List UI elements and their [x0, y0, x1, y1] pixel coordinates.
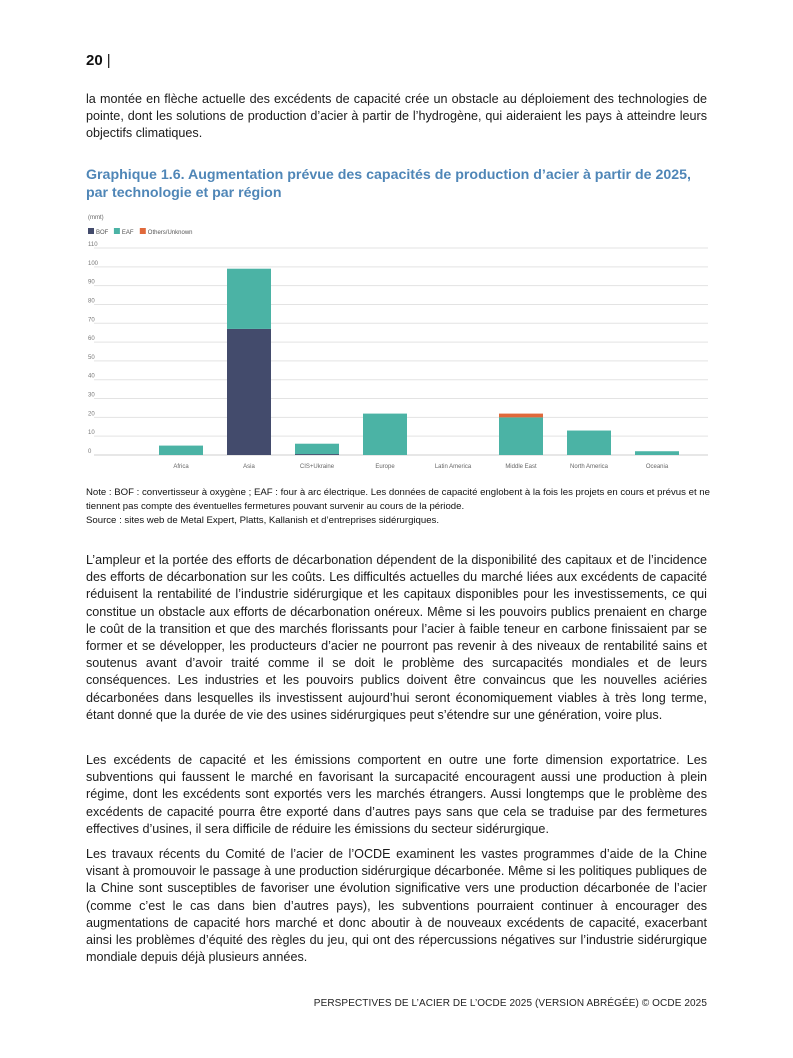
x-tick-label-cis-ukraine: CIS+Ukraine [299, 464, 335, 470]
body-paragraph-3: Les travaux récents du Comité de l’acier de l’OCDE examinent les vastes programmes d’aide de la Chine visant à promouvoir le passage à une production sidérurgique décarbonée. Même si les politiques publiques de la Chine sont susceptibles de favoriser une évolution significative vers une production décarbonée de l’acier (comme c’est le cas dans bien d’autres pays), les subventions pourraient continuer à encourager des augmentations de capacité hors marché et donc aboutir à de nouveaux excédents de capacité, exacerbant ainsi les problèmes d’équité des règles du jeu, qui ont des répercussions négatives sur l’industrie sidérurgique mondiale depuis déjà plusieurs années. [86, 847, 707, 965]
y-tick-label-100: 100 [88, 260, 99, 267]
x-tick-label-oceania: Oceania [645, 464, 669, 470]
y-tick-label-10: 10 [88, 430, 95, 437]
figure-source: Source : sites web de Metal Expert, Platts, Kallanish et d’entreprises sidérurgiques. [86, 515, 440, 526]
y-tick-label-30: 30 [88, 392, 95, 399]
x-tick-label-north-america: North America [569, 464, 609, 470]
y-tick-label-60: 60 [88, 336, 95, 343]
y-tick-label-110: 110 [88, 242, 98, 248]
legend-label-eaf: EAF [121, 230, 134, 236]
y-tick-label-40: 40 [88, 373, 95, 380]
body-paragraph-1: L’ampleur et la portée des efforts de décarbonation dépendent de la disponibilité des capitaux et de l’incidence des efforts de décarbonation sur les coûts. Les difficultés actuelles du marché liées aux excédents de capacité réduisent la rentabilité de l’industrie sidérurgique et les capitaux disponibles pour les investissements, ce qui constitue un obstacle aux efforts de décarbonation onéreux. Même si les pouvoirs publics prenaient en charge le coût de la transition et que des marchés florissants pour l’acier à faible teneur en carbone finissaient par se former et se développer, les producteurs d’acier ne pourront pas revenir à des niveaux de rentabilité sains et soutenus avant d’avoir traité comme il se doit le problème des surcapacités mondiales et de leurs conséquences. Les industries et les pouvoirs publics doivent être convaincus que les nouvelles aciéries décarbonées dans lesquelles ils investissent aujourd’hui seront économiquement viables à très long terme, étant donné que la durée de vie des usines sidérurgiques peut s’étendre sur une génération, voire plus. [86, 553, 707, 722]
intro-paragraph: la montée en flèche actuelle des excédents de capacité crée un obstacle au déploiement des technologies de pointe, dont les solutions de production d’acier à partir de l’hydrogène, qui aideraient les pays à atteindre leurs objectifs climatiques. [86, 92, 707, 141]
bar-europe-eaf [363, 414, 407, 455]
bar-north-america-eaf [567, 431, 611, 455]
legend-label-others-unknown: Others/Unknown [147, 230, 193, 236]
bar-africa-eaf [159, 446, 203, 455]
bar-middle-east-others-unknown [499, 414, 543, 418]
y-unit-label: (mmt) [88, 215, 104, 221]
legend-swatch-eaf [114, 228, 120, 234]
y-tick-label-50: 50 [88, 354, 95, 361]
legend-label-bof: BOF [96, 230, 109, 236]
y-tick-label-70: 70 [88, 317, 95, 324]
y-tick-label-20: 20 [88, 411, 95, 418]
page-footer: PERSPECTIVES DE L’ACIER DE L’OCDE 2025 (VERSION ABRÉGÉE) © OCDE 2025 [313, 998, 707, 1009]
x-tick-label-africa: Africa [173, 464, 189, 470]
bar-asia-bof [227, 329, 271, 455]
y-tick-label-80: 80 [88, 298, 95, 305]
figure-note: Note : BOF : convertisseur à oxygène ; EAF : four à arc électrique. Les données de capacité englobent à la fois les projets en cours et prévus et ne tiennent pas compte des éventuelles fermetures pouvant survenir au cours de la période. [86, 487, 710, 512]
bar-cis-ukraine-eaf [295, 444, 339, 454]
page-number-value: 20 [86, 52, 103, 69]
bar-asia-eaf [227, 269, 271, 329]
x-tick-label-middle-east: Middle East [505, 464, 537, 470]
body-paragraph-2: Les excédents de capacité et les émissions comportent en outre une forte dimension exportatrice. Les subventions qui faussent le marché en favorisant la surcapacité encouragent aussi une production à plein régime, dont les excédents sont exportés vers les marchés étrangers. Aussi longtemps que le problème des excédents de capacité pourra être exporté dans d’autres pays sans que cela se traduise par des fermetures effectives d’usines, il sera difficile de réduire les émissions du secteur sidérurgique. [86, 753, 707, 836]
legend-swatch-bof [88, 228, 94, 234]
chart [86, 211, 712, 476]
legend-swatch-others-unknown [140, 228, 146, 234]
y-tick-label-0: 0 [88, 449, 92, 455]
figure-title: Graphique 1.6. Augmentation prévue des capacités de production d’acier à partir de 2025, par technologie et par région [86, 167, 691, 201]
bar-oceania-eaf [635, 451, 679, 455]
x-tick-label-latin-america: Latin America [434, 464, 472, 470]
page-number [86, 52, 111, 69]
chart-svg [86, 211, 712, 476]
bar-cis-ukraine-bof [295, 454, 339, 455]
bar-middle-east-eaf [499, 417, 543, 455]
page-number-separator: | [106, 52, 111, 69]
x-tick-label-europe: Europe [375, 464, 395, 470]
y-tick-label-90: 90 [88, 279, 95, 286]
x-tick-label-asia: Asia [243, 464, 255, 470]
